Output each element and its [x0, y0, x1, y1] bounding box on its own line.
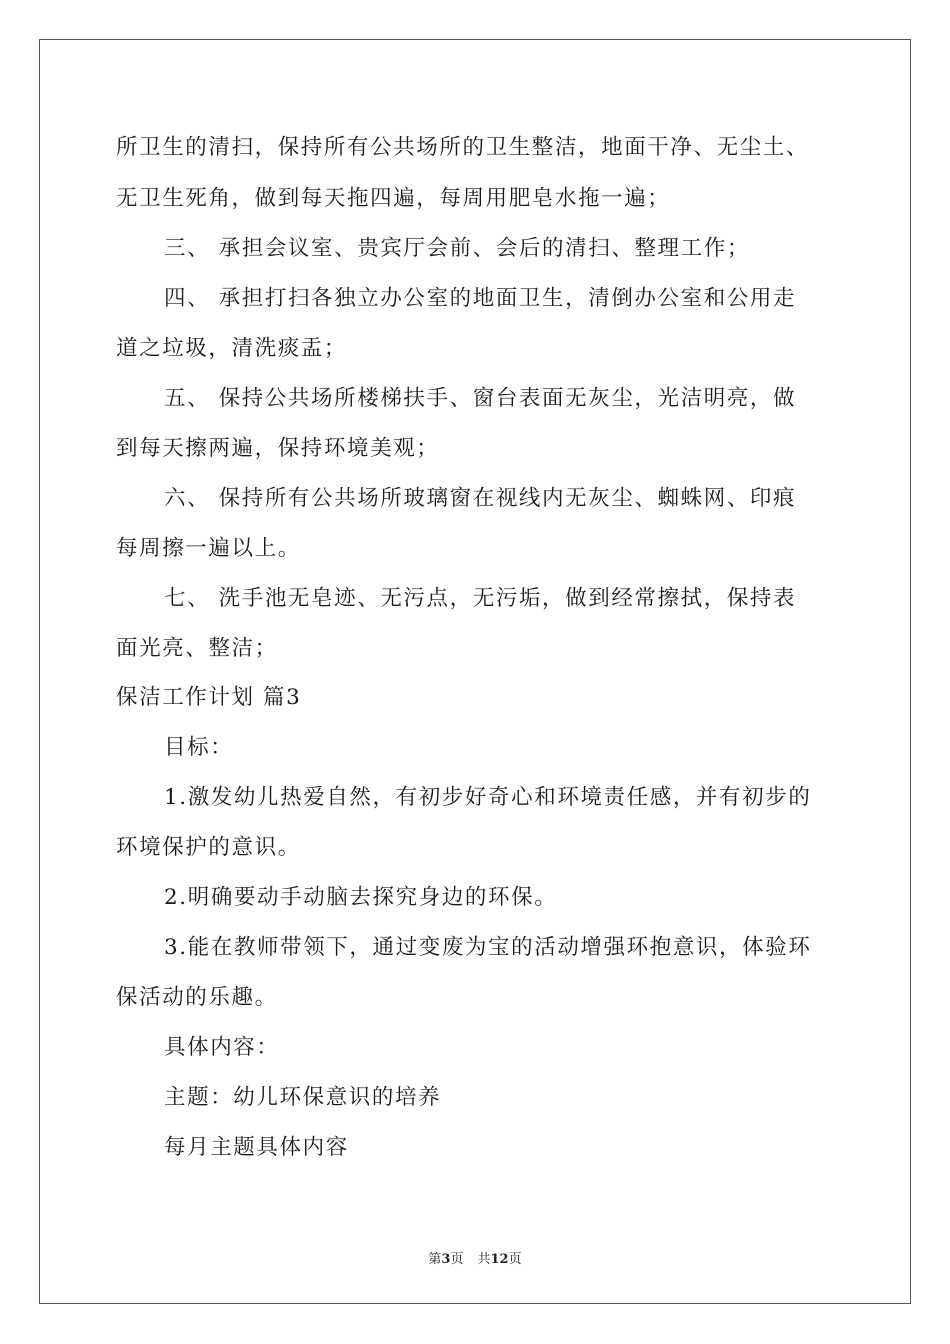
- page-suffix: 页: [450, 1252, 464, 1267]
- theme-line: 主题：幼儿环保意识的培养: [164, 1085, 442, 1110]
- text-line: 到每天擦两遍，保持环境美观；: [116, 436, 440, 461]
- text-line: 无卫生死角，做到每天拖四遍，每周用肥皂水拖一遍；: [116, 186, 671, 211]
- page-footer: [0, 1248, 950, 1267]
- monthly-theme-line: 每月主题具体内容: [164, 1135, 349, 1160]
- text-line: 每周擦一遍以上。: [116, 536, 301, 561]
- text-line: 保活动的乐趣。: [116, 985, 278, 1010]
- goal-item-1: 1.激发幼儿热爱自然，有初步好奇心和环境责任感，并有初步的: [164, 785, 812, 810]
- total-prefix: 共: [477, 1252, 491, 1267]
- list-item-5: 五、 保持公共场所楼梯扶手、窗台表面无灰尘，光洁明亮，做: [164, 386, 797, 411]
- goal-item-3: 3.能在教师带领下，通过变废为宝的活动增强环抱意识，体验环: [164, 935, 812, 960]
- list-item-7: 七、 洗手池无皂迹、无污点，无污垢，做到经常擦拭，保持表: [164, 586, 797, 611]
- text-line: 所卫生的清扫，保持所有公共场所的卫生整洁，地面干净、无尘土、: [116, 135, 810, 160]
- content-label: 具体内容：: [164, 1035, 280, 1060]
- list-item-4: 四、 承担打扫各独立办公室的地面卫生，清倒办公室和公用走: [164, 286, 797, 311]
- section-heading: 保洁工作计划 篇3: [116, 685, 302, 710]
- list-item-3: 三、 承担会议室、贵宾厅会前、会后的清扫、整理工作；: [164, 236, 750, 261]
- goals-label: 目标：: [164, 735, 234, 760]
- total-pages: 12: [490, 1252, 509, 1267]
- text-line: 环境保护的意识。: [116, 835, 301, 860]
- total-suffix: 页: [508, 1252, 522, 1267]
- list-item-6: 六、 保持所有公共场所玻璃窗在视线内无灰尘、蜘蛛网、印痕: [164, 486, 797, 511]
- page-prefix: 第: [428, 1252, 442, 1267]
- text-line: 道之垃圾，清洗痰盂；: [116, 336, 348, 361]
- text-line: 面光亮、整洁；: [116, 636, 278, 661]
- goal-item-2: 2.明确要动手动脑去探究身边的环保。: [164, 885, 558, 910]
- page-border: [39, 39, 911, 1304]
- page-number: 3: [441, 1252, 451, 1267]
